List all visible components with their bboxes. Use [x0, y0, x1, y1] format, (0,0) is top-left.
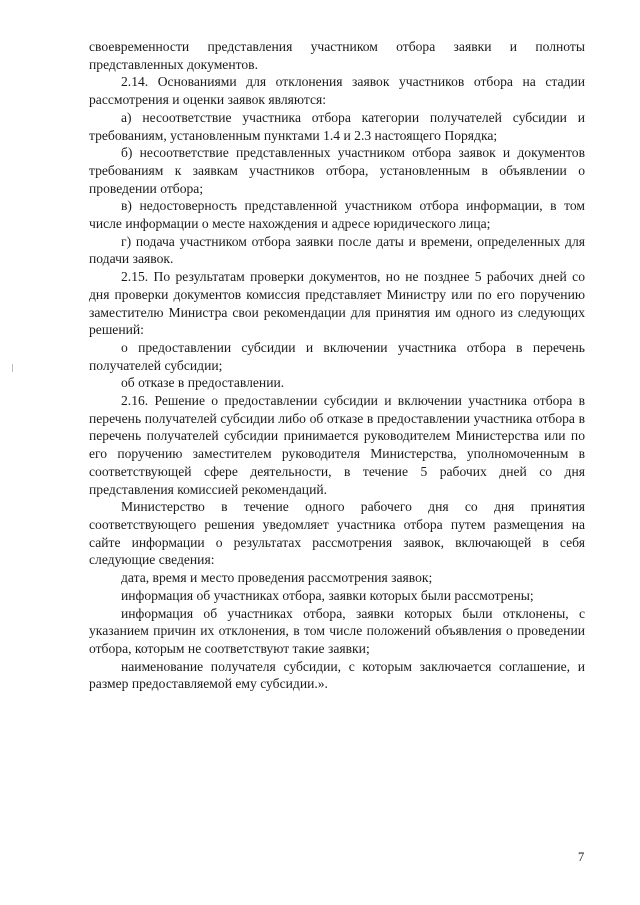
- paragraph-item-a: а) несоответствие участника отбора категории получателей субсидии и требованиям, установленным пунктами 1.4 и 2.3 настоящего Порядка;: [89, 109, 585, 143]
- paragraph-info-rejected: информация об участниках отбора, заявки которых были отклонены, с указанием причин их отклонения, в том числе положений объявления о проведении отбора, которым не соответствуют такие заявки;: [89, 605, 585, 656]
- paragraph-decision-grant: о предоставлении субсидии и включении участника отбора в перечень получателей субсидии;: [89, 339, 585, 373]
- paragraph-decision-refuse: об отказе в предоставлении.: [121, 375, 285, 391]
- document-body: [89, 38, 585, 693]
- paragraph-2-14: 2.14. Основаниями для отклонения заявок участников отбора на стадии рассмотрения и оценки заявок являются:: [89, 74, 585, 108]
- paragraph-item-b: б) несоответствие представленных участником отбора заявок и документов требованиям к заявкам участников отбора, установленным в объявлении о проведении отбора;: [89, 145, 585, 196]
- paragraph-2-16: 2.16. Решение о предоставлении субсидии и включении участника отбора в перечень получателей субсидии либо об отказе в предоставлении участника отбора в перечень получателей субсидии принимается руководителем Министерства или по его поручению заместителем руководителя Министерства, уполномоченным в соответствующей сфере деятельности, в течение 5 рабочих дней со дня представления комиссией рекомендаций.: [89, 393, 585, 497]
- paragraph-info-recipient: наименование получателя субсидии, с которым заключается соглашение, и размер предоставляемой ему субсидии.».: [89, 658, 585, 692]
- page-number: 7: [578, 850, 585, 864]
- paragraph-item-g: г) подача участником отбора заявки после даты и времени, определенных для подачи заявок.: [89, 233, 585, 267]
- paragraph-item-v: в) недостоверность представленной участником отбора информации, в том числе информации о месте нахождения и адресе юридического лица;: [89, 198, 585, 232]
- paragraph-ministry-notice: Министерство в течение одного рабочего дня со дня принятия соответствующего решения уведомляет участника отбора путем размещения на сайте информации о результатах рассмотрения заявок, включающей в себя следующие сведения:: [89, 499, 585, 568]
- paragraph-info-date: дата, время и место проведения рассмотрения заявок;: [121, 570, 433, 586]
- paragraph-info-reviewed: информация об участниках отбора, заявки которых были рассмотрены;: [121, 587, 534, 603]
- paragraph-2-15: 2.15. По результатам проверки документов, но не позднее 5 рабочих дней со дня проверки документов комиссия представляет Министру или по его поручению заместителю Министра свои рекомендации для принятия им одного из следующих решений:: [89, 269, 585, 338]
- margin-mark: [12, 364, 13, 372]
- paragraph-continuation: своевременности представления участником отбора заявки и полноты представленных документов.: [89, 39, 585, 72]
